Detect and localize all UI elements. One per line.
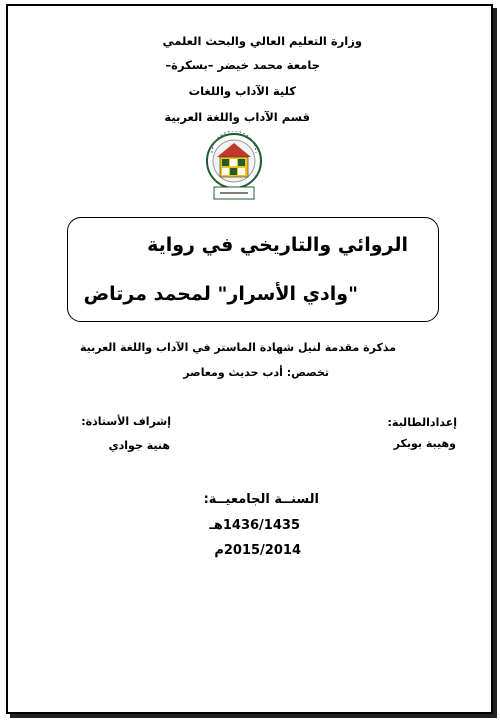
academic-year-label: السنــة الجامعيــة: <box>203 492 319 507</box>
supervisor-name: هنية جوادي <box>108 439 170 452</box>
thesis-title-line1: الروائي والتاريخي في رواية <box>147 234 408 256</box>
thesis-title-line2: "وادي الأسرار" لمحمد مرتاض <box>83 283 358 305</box>
title-box <box>67 217 439 322</box>
faculty-line: كلية الآداب واللغات <box>188 84 296 98</box>
university-seal-icon <box>200 131 268 203</box>
academic-year-gregorian: 2015/2014م <box>214 543 301 558</box>
prepared-by-label: إعدادالطالبة: <box>387 416 457 429</box>
student-name: وهيبة بوبكر <box>393 437 456 450</box>
thesis-description: مذكرة مقدمة لنيل شهادة الماستر في الآداب واللغة العربية <box>79 341 396 354</box>
ministry-line: وزارة التعليم العالي والبحث العلمي <box>162 34 362 48</box>
academic-year-hijri: 1436/1435هـ <box>209 518 300 533</box>
specialty-line: تخصص: أدب حديث ومعاصر <box>183 366 329 379</box>
supervisor-label: إشراف الأستاذة: <box>81 415 171 428</box>
university-line: جامعة محمد خيضر –بسكرة– <box>165 58 320 72</box>
department-line: قسم الآداب واللغة العربية <box>164 110 310 124</box>
